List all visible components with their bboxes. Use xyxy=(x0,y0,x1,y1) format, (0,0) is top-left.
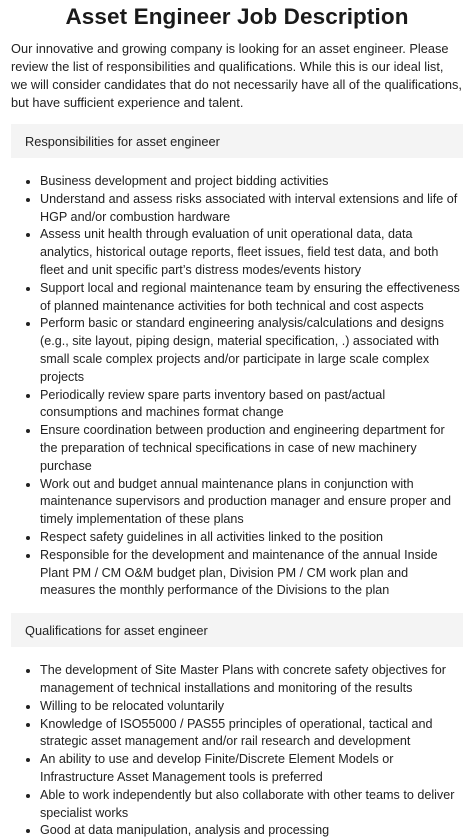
bullet-icon xyxy=(26,758,30,762)
list-item xyxy=(40,173,463,191)
list-item-text: The development of Site Master Plans with concrete safety objectives for management of technical installations and monitoring of the results xyxy=(40,663,446,695)
list-item-text: Willing to be relocated voluntarily xyxy=(40,698,225,713)
list-item-text: Knowledge of ISO55000 / PAS55 principles of operational, tactical and strategic asset management and/or rail research and development xyxy=(40,716,433,749)
list-item-text: An ability to use and develop Finite/Discrete Element Models or Infrastructure Asset Management tools is preferred xyxy=(40,752,394,784)
list-item xyxy=(40,280,463,316)
bullet-icon xyxy=(26,322,30,326)
bullet-icon xyxy=(26,180,30,184)
list-item-text: Good at data manipulation, analysis and processing xyxy=(40,823,330,838)
bullet-icon xyxy=(26,794,30,798)
list-item xyxy=(40,716,463,752)
bullet-icon xyxy=(26,233,30,237)
list-item xyxy=(40,476,463,529)
intro-paragraph: Our innovative and growing company is looking for an asset engineer. Please review the list of responsibilities and qualifications. While this is our ideal list, we will consider candidates that do not necessarily have all of the qualifications, but have sufficient experience and talent. xyxy=(11,41,462,110)
qualifications-list xyxy=(11,662,463,840)
list-item xyxy=(40,698,463,716)
bullet-icon xyxy=(26,483,30,487)
bullet-icon xyxy=(26,394,30,398)
list-item xyxy=(40,547,463,600)
list-item xyxy=(40,226,463,279)
responsibilities-list xyxy=(11,173,463,600)
list-item xyxy=(40,422,463,475)
bullet-icon xyxy=(26,429,30,433)
bullet-icon xyxy=(26,723,30,727)
bullet-icon xyxy=(26,669,30,673)
list-item-text: Business development and project bidding activities xyxy=(40,174,329,188)
responsibilities-header: Responsibilities for asset engineer xyxy=(11,124,463,158)
list-item xyxy=(40,387,463,423)
bullet-icon xyxy=(26,198,30,202)
list-item-text: Ensure coordination between production and engineering department for the preparation of technical specifications in case of new machinery purchase xyxy=(40,423,445,473)
list-item-text: Responsible for the development and maintenance of the annual Inside Plant PM / CM O&M budget plan, Division PM / CM work plan and measures the monthly performance of the Divisions to the plan xyxy=(40,547,438,598)
list-item xyxy=(40,751,463,787)
list-item-text: Understand and assess risks associated with interval extensions and life of HGP and/or combustion hardware xyxy=(40,191,458,224)
list-item xyxy=(40,191,463,227)
list-item xyxy=(40,822,463,840)
qualifications-header: Qualifications for asset engineer xyxy=(11,613,463,647)
list-item-text: Assess unit health through evaluation of unit operational data, data analytics, historical outage reports, fleet issues, field test data, and both fleet and unit specific part’s distress modes/events history xyxy=(40,227,439,277)
bullet-icon xyxy=(26,705,30,709)
bullet-icon xyxy=(26,829,30,833)
list-item-text: Work out and budget annual maintenance plans in conjunction with maintenance supervisors and production manager and ensure proper and timely implementation of these plans xyxy=(40,476,451,527)
list-item xyxy=(40,529,463,547)
list-item xyxy=(40,787,463,823)
bullet-icon xyxy=(26,287,30,291)
list-item xyxy=(40,315,463,386)
page-title: Asset Engineer Job Description xyxy=(65,4,409,29)
bullet-icon xyxy=(26,536,30,540)
list-item-text: Support local and regional maintenance team by ensuring the effectiveness of planned maintenance activities for both technical and cost aspects xyxy=(40,280,460,313)
list-item-text: Periodically review spare parts inventory based on past/actual consumptions and machines format change xyxy=(40,387,386,420)
list-item xyxy=(40,662,463,698)
bullet-icon xyxy=(26,554,30,558)
list-item-text: Perform basic or standard engineering analysis/calculations and designs (e.g., site layout, piping design, material specification, .) associated with small scale complex projects and/or participate in large scale complex projects xyxy=(40,316,444,384)
list-item-text: Respect safety guidelines in all activities linked to the position xyxy=(40,529,384,544)
list-item-text: Able to work independently but also collaborate with other teams to deliver specialist works xyxy=(40,787,455,820)
